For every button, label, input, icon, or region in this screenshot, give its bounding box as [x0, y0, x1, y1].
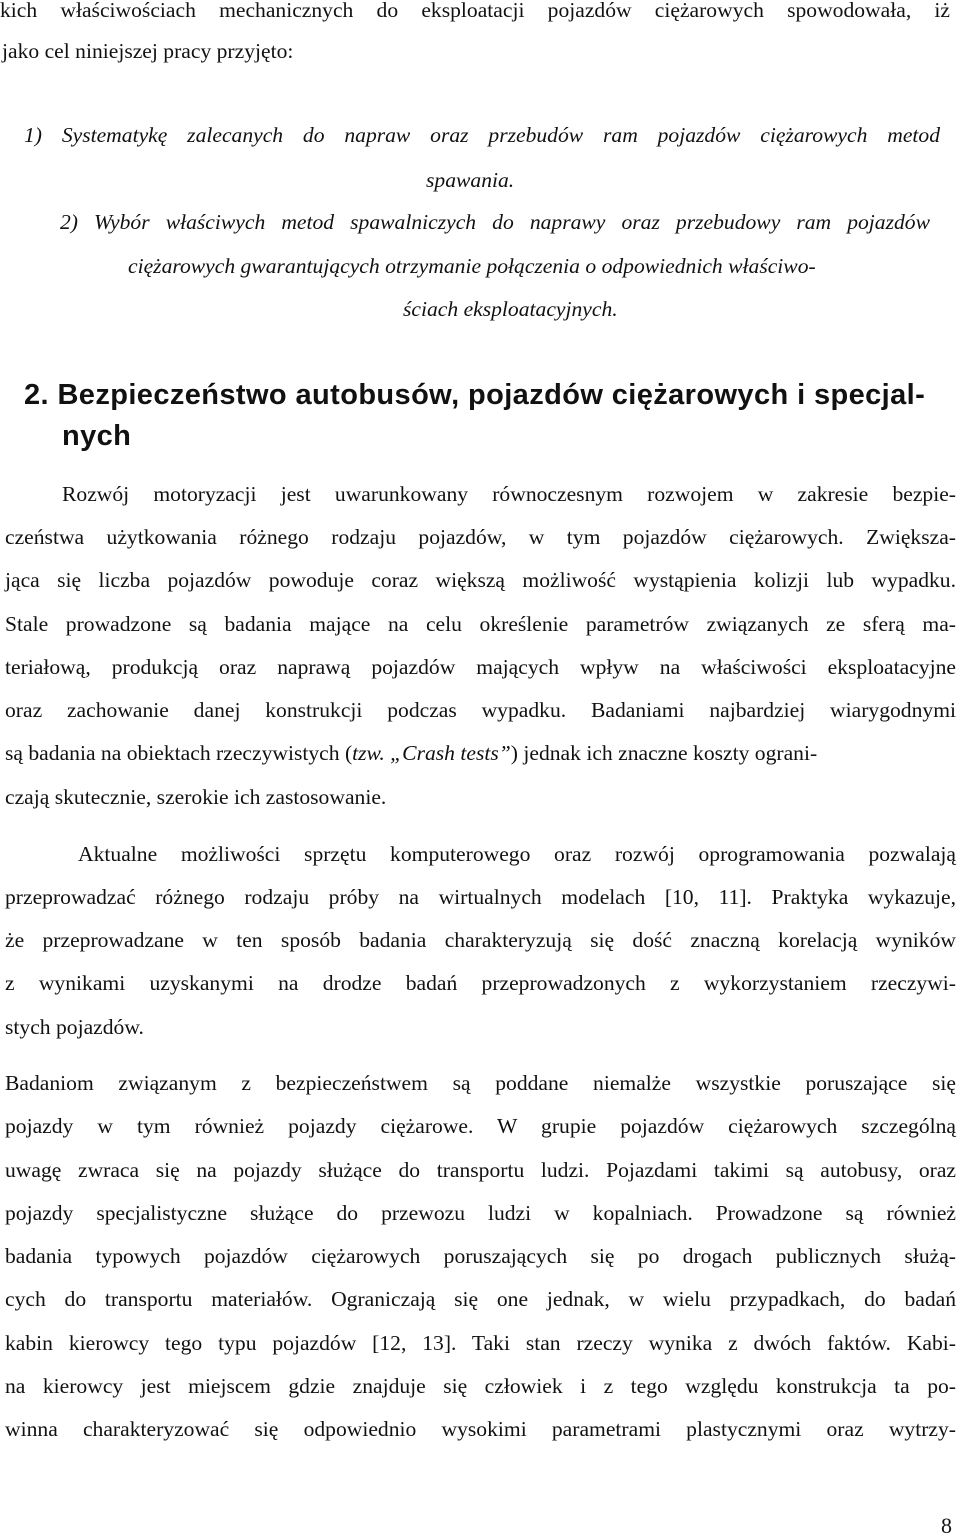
text-span: ) jednak ich znaczne koszty ograni- — [510, 741, 818, 765]
paragraph-line: winna charakteryzować się odpowiednio wysokimi parametrami plastycznymi oraz wytrzy- — [5, 1417, 956, 1441]
paragraph-line: że przeprowadzane w ten sposób badania charakteryzują się dość znaczną korelacją wyników — [5, 928, 956, 952]
paragraph-line — [5, 741, 956, 766]
paragraph-line: uwagę zwraca się na pojazdy służące do transportu ludzi. Pojazdami takimi są autobusy, oraz — [5, 1158, 956, 1182]
intro-line: kich właściwościach mechanicznych do eksploatacji pojazdów ciężarowych spowodowała, iż — [0, 0, 950, 22]
paragraph-line: pojazdy w tym również pojazdy ciężarowe. W grupie pojazdów ciężarowych szczególną — [5, 1114, 956, 1138]
goal-item-1: 1) Systematykę zalecanych do napraw oraz przebudów ram pojazdów ciężarowych metod — [24, 123, 940, 147]
goal-item-1-cont: spawania. — [426, 168, 515, 192]
crash-tests-term: „Crash tests” — [390, 741, 511, 765]
goal-item-2-cont: ściach eksploatacyjnych. — [403, 297, 618, 321]
paragraph-line: Rozwój motoryzacji jest uwarunkowany równoczesnym rozwojem w zakresie bezpie- — [62, 482, 956, 506]
paragraph-line: jąca się liczba pojazdów powoduje coraz większą możliwość wystąpienia kolizji lub wypadku. — [5, 568, 956, 592]
paragraph-line: z wynikami uzyskanymi na drodze badań przeprowadzonych z wykorzystaniem rzeczywi- — [5, 971, 956, 995]
section-heading: 2. Bezpieczeństwo autobusów, pojazdów ciężarowych i specjal- — [24, 379, 926, 411]
goal-item-2-cont: ciężarowych gwarantujących otrzymanie połączenia o odpowiednich właściwo- — [128, 254, 816, 278]
paragraph-line: stych pojazdów. — [5, 1015, 144, 1039]
paragraph-line: pojazdy specjalistyczne służące do przewozu ludzi w kopalniach. Prowadzone są również — [5, 1201, 956, 1225]
paragraph-line: na kierowcy jest miejscem gdzie znajduje się człowiek i z tego względu konstrukcja ta po- — [5, 1374, 956, 1398]
paragraph-line: Aktualne możliwości sprzętu komputerowego oraz rozwój oprogramowania pozwalają — [78, 842, 956, 866]
page-number: 8 — [941, 1513, 952, 1538]
intro-line: jako cel niniejszej pracy przyjęto: — [2, 39, 294, 63]
text-span: są badania na obiektach rzeczywistych ( — [5, 741, 353, 765]
section-heading-cont: nych — [62, 420, 132, 452]
paragraph-line: czają skutecznie, szerokie ich zastosowanie. — [5, 785, 387, 809]
paragraph-line: oraz zachowanie danej konstrukcji podczas wypadku. Badaniami najbardziej wiarygodnymi — [5, 698, 956, 722]
abbreviation: tzw. — [352, 741, 385, 765]
paragraph-line: cych do transportu materiałów. Ograniczają się one jednak, w wielu przypadkach, do badań — [5, 1287, 956, 1311]
paragraph-line: przeprowadzać różnego rodzaju próby na wirtualnych modelach [10, 11]. Praktyka wykazuje, — [5, 885, 956, 909]
paragraph-line: kabin kierowcy tego typu pojazdów [12, 13]. Taki stan rzeczy wynika z dwóch faktów. Kabi- — [5, 1331, 956, 1355]
paragraph-line: teriałową, produkcją oraz naprawą pojazdów mających wpływ na właściwości eksploatacyjne — [5, 655, 956, 679]
paragraph-line: czeństwa użytkowania różnego rodzaju pojazdów, w tym pojazdów ciężarowych. Zwiększa- — [5, 525, 956, 549]
paragraph-line: Stale prowadzone są badania mające na celu określenie parametrów związanych ze sferą ma- — [5, 612, 956, 636]
goal-item-2: 2) Wybór właściwych metod spawalniczych do naprawy oraz przebudowy ram pojazdów — [60, 210, 930, 234]
paragraph-line: badania typowych pojazdów ciężarowych poruszających się po drogach publicznych służą- — [5, 1244, 956, 1268]
paragraph-line: Badaniom związanym z bezpieczeństwem są poddane niemalże wszystkie poruszające się — [5, 1071, 956, 1095]
